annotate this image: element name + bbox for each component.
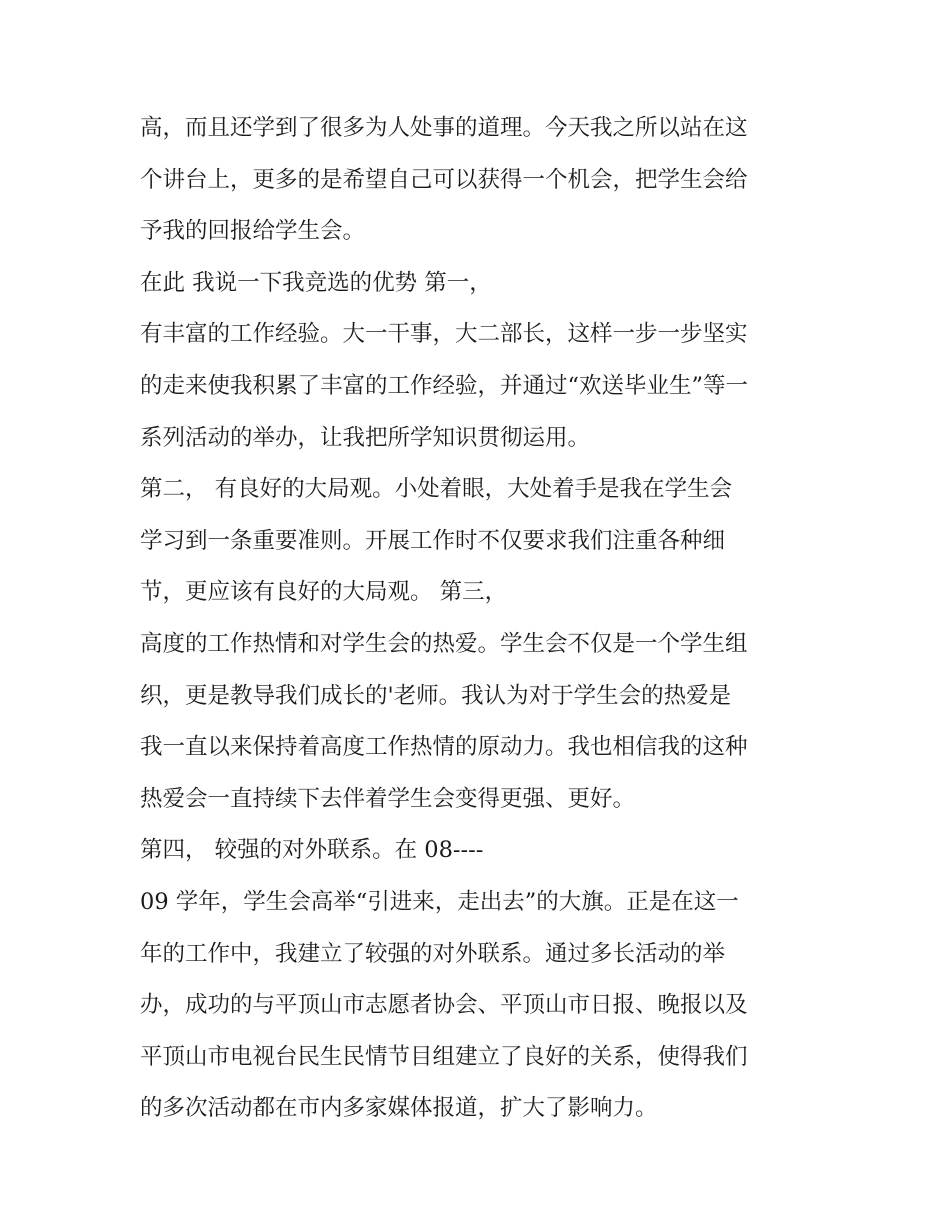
text-line: 的多次活动都在市内多家媒体报道，扩大了影响力。 [140,1095,658,1122]
text-line: 09 学年，学生会高举“引进来，走出去”的大旗。正是在这一 [140,888,739,915]
text-line: 学习到一条重要准则。开展工作时不仅要求我们注重各种细 [140,527,726,554]
text-line: 第二， 有良好的大局观。小处着眼，大处着手是我在学生会 [140,476,733,503]
text-line: 热爱会一直持续下去伴着学生会变得更强、更好。 [140,785,636,812]
text-line: 织，更是教导我们成长的'老师。我认为对于学生会的热爱是 [140,682,732,709]
text-line: 的走来使我积累了丰富的工作经验，并通过“欢送毕业生”等一 [140,372,749,399]
text-line: 年的工作中，我建立了较强的对外联系。通过多长活动的举 [140,940,726,967]
text-line: 个讲台上，更多的是希望自己可以获得一个机会，把学生会给 [140,166,748,193]
text-line: 第四， 较强的对外联系。在 08---- [140,837,484,864]
text-line: 系列活动的举办，让我把所学知识贯彻运用。 [140,424,591,451]
text-line: 节，更应该有良好的大局观。 第三， [140,579,508,606]
text-line: 平顶山市电视台民生民情节目组建立了良好的关系，使得我们 [140,1043,748,1070]
text-line: 我一直以来保持着高度工作热情的原动力。我也相信我的这种 [140,734,748,761]
text-line: 办，成功的与平顶山市志愿者协会、平顶山市日报、晚报以及 [140,992,748,1019]
text-line: 高度的工作热情和对学生会的热爱。学生会不仅是一个学生组 [140,630,748,657]
text-line: 予我的回报给学生会。 [140,218,366,245]
text-line: 高，而且还学到了很多为人处事的道理。今天我之所以站在这 [140,115,748,141]
document-body [140,103,820,1135]
text-line: 有丰富的工作经验。大一干事，大二部长，这样一步一步坚实 [140,321,748,348]
text-line: 在此 我说一下我竞选的优势 第一， [140,269,492,296]
